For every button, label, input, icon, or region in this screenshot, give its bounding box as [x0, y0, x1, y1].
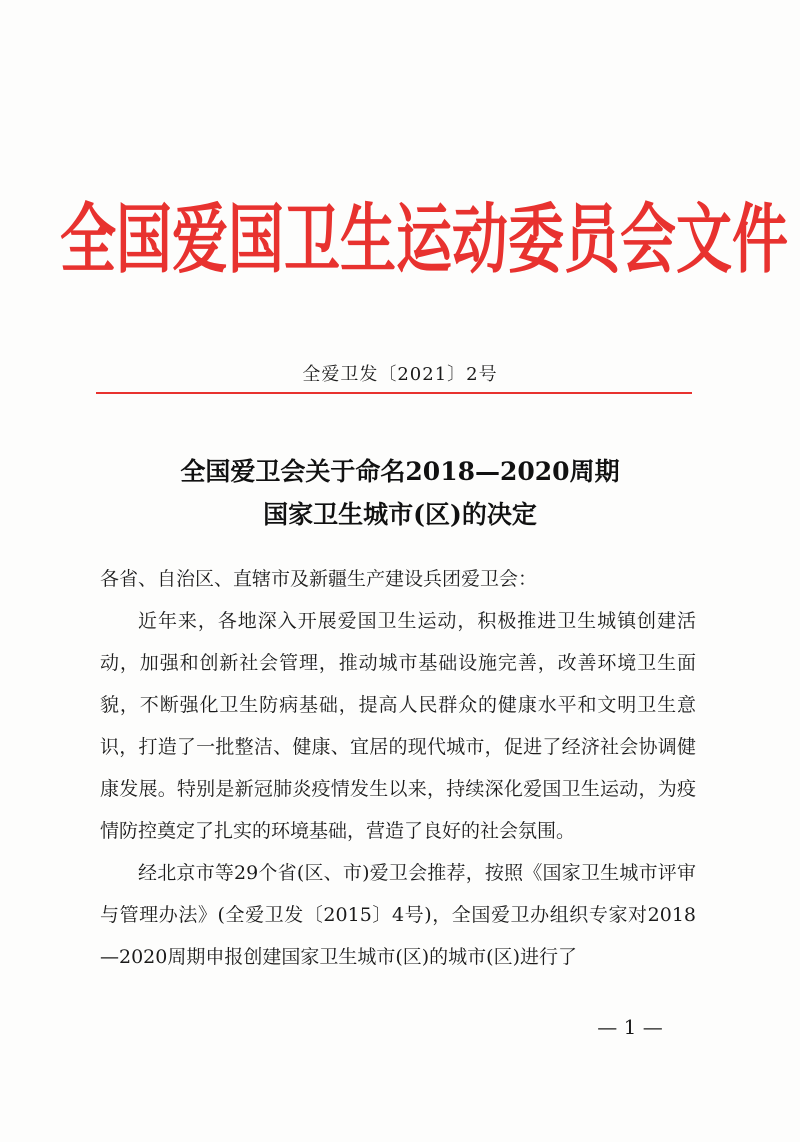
title-line-1: 全国爱卫会关于命名2018—2020周期 [180, 457, 620, 486]
paragraph-2: 经北京市等29个省(区、市)爱卫会推荐，按照《国家卫生城市评审与管理办法》(全爱卫发〔2015〕4号)，全国爱卫办组织专家对2018—2020周期申报创建国家卫生城市(区)的城市(区)进行了 [100, 862, 696, 968]
document-body [100, 558, 696, 978]
salutation: 各省、自治区、直辖市及新疆生产建设兵团爱卫会： [100, 568, 538, 590]
paragraph-1: 近年来，各地深入开展爱国卫生运动，积极推进卫生城镇创建活动，加强和创新社会管理，推动城市基础设施完善，改善环境卫生面貌，不断强化卫生防病基础，提高人民群众的健康水平和文明卫生意识，打造了一批整洁、健康、宜居的现代城市，促进了经济社会协调健康发展。特别是新冠肺炎疫情发生以来，持续深化爱国卫生运动，为疫情防控奠定了扎实的环境基础，营造了良好的社会氛围。 [100, 610, 696, 842]
page-number: — 1 — [597, 1015, 663, 1039]
document-number: 全爱卫发〔2021〕2号 [302, 364, 498, 385]
document-title [0, 450, 800, 536]
title-line-2: 国家卫生城市(区)的决定 [263, 500, 537, 529]
issuer-header: 全国爱国卫生运动委员会文件 [60, 195, 788, 285]
red-divider-line [96, 392, 692, 394]
